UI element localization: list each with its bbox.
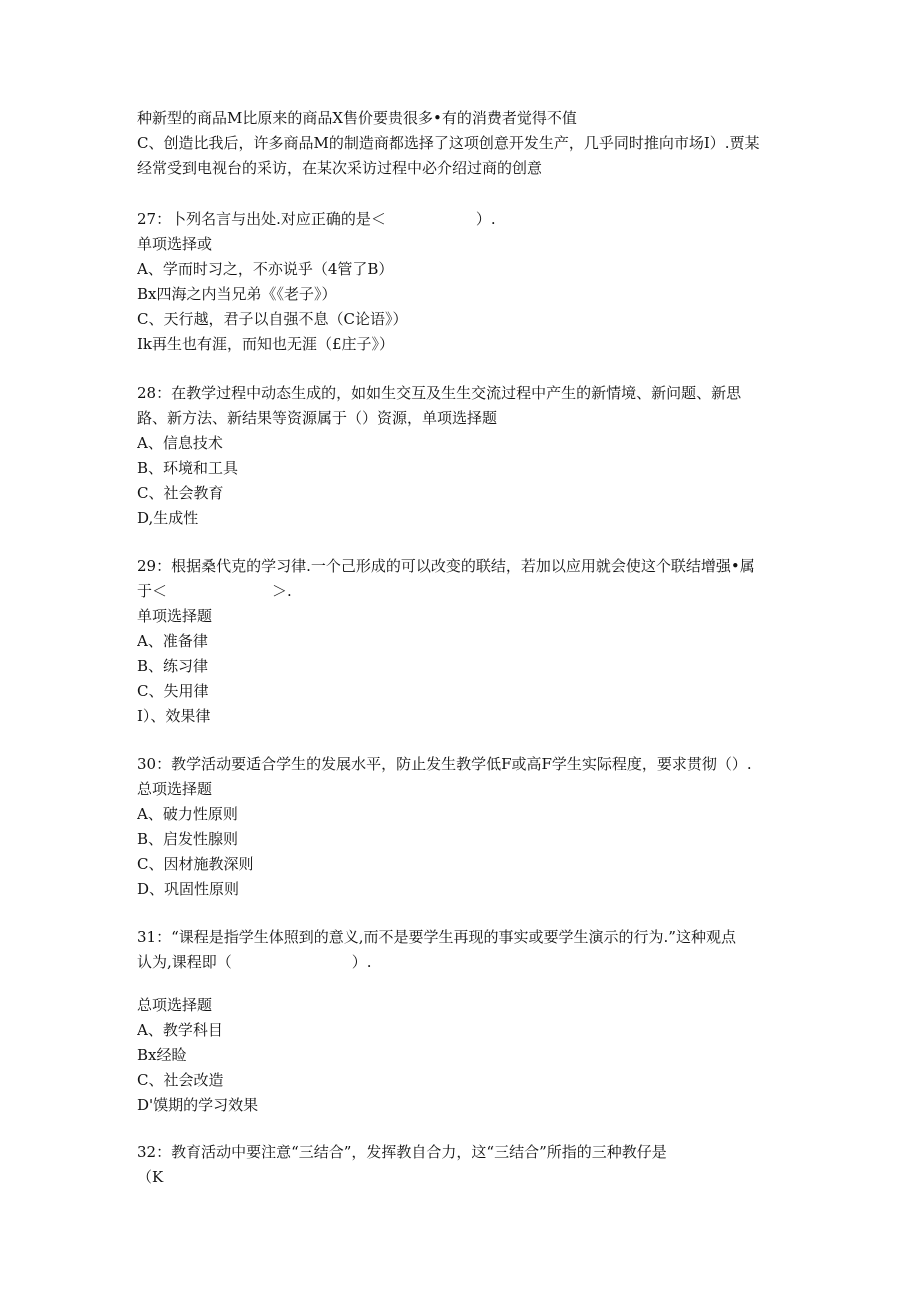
question-stem: 路、新方法、新结果等资源属于（）资源，单项选择题 xyxy=(137,409,498,427)
question-stem: （K xyxy=(137,1168,164,1186)
question-28 xyxy=(137,381,797,531)
option-a: A、学而时习之，不亦说乎（4管了B） xyxy=(137,260,394,278)
question-stem: 于＜ ＞. xyxy=(137,582,292,600)
question-stem: 29：根据桑代克的学习律.一个己形成的可以改变的联结，若加以应用就会使这个联结增强•属 xyxy=(137,557,755,575)
option-d: D,生成性 xyxy=(137,509,199,527)
option-c: C、天行越，君子以自强不息（C论语》） xyxy=(137,310,408,328)
option-b: Bx经睑 xyxy=(137,1046,187,1064)
question-stem: 认为,课程即（ ）. xyxy=(137,953,372,971)
document-page xyxy=(137,106,797,1190)
option-d: Ik再生也有涯，而知也无涯（£庄子》） xyxy=(137,335,395,353)
question-29 xyxy=(137,554,797,729)
option-c: C、因材施教深则 xyxy=(137,855,254,873)
option-a: A、教学科目 xyxy=(137,1021,223,1039)
question-stem: 28：在教学过程中动态生成的，如如生交互及生生交流过程中产生的新情境、新问题、新思 xyxy=(137,384,742,402)
question-type: 总项选择题 xyxy=(137,996,213,1014)
intro-line: 种新型的商品M比原来的商品X售价要贵很多•有的消费者觉得不值 xyxy=(137,109,577,127)
question-32 xyxy=(137,1140,797,1190)
question-stem: 31：“课程是指学生体照到的意义,而不是要学生再现的事实或要学生演示的行为.”这种观点 xyxy=(137,928,736,946)
option-b: B、启发性腺则 xyxy=(137,830,239,848)
option-b: Bx四海之内当兄弟《《老子》） xyxy=(137,285,337,303)
option-c: C、社会教育 xyxy=(137,484,224,502)
intro-line: 经常受到电视台的采访，在某次采访过程中必介绍过商的创意 xyxy=(137,159,543,177)
option-a: A、准备律 xyxy=(137,632,208,650)
option-d: D'馍期的学习效果 xyxy=(137,1096,259,1114)
option-a: A、破力性原则 xyxy=(137,805,238,823)
option-b: B、练习律 xyxy=(137,657,209,675)
option-d: I）、效果律 xyxy=(137,707,211,725)
intro-block xyxy=(137,106,797,181)
question-type: 单项选择题 xyxy=(137,607,213,625)
option-b: B、环境和工具 xyxy=(137,459,239,477)
question-stem: 27：卜列名言与出处.对应正确的是＜ ）. xyxy=(137,210,496,228)
option-d: D、巩固性原则 xyxy=(137,880,240,898)
question-stem: 30：教学活动要适合学生的发展水平，防止发生教学低F或高F学生实际程度，要求贯彻（）. xyxy=(137,755,752,773)
question-30 xyxy=(137,752,797,902)
question-stem: 32：教育活动中要注意“三结合”，发挥教自合力，这“三结合”所指的三种教仔是 xyxy=(137,1143,667,1161)
option-c: C、失用律 xyxy=(137,682,209,700)
intro-line: C、创造比我后，许多商品M的制造商都选择了这项创意开发生产，几乎同时推向市场I）.贾某 xyxy=(137,134,760,152)
question-31 xyxy=(137,925,797,1118)
option-c: C、社会改造 xyxy=(137,1071,224,1089)
question-type: 单项选择或 xyxy=(137,235,213,253)
question-27 xyxy=(137,207,797,357)
question-type: 总项选择题 xyxy=(137,780,213,798)
option-a: A、信息技术 xyxy=(137,434,223,452)
